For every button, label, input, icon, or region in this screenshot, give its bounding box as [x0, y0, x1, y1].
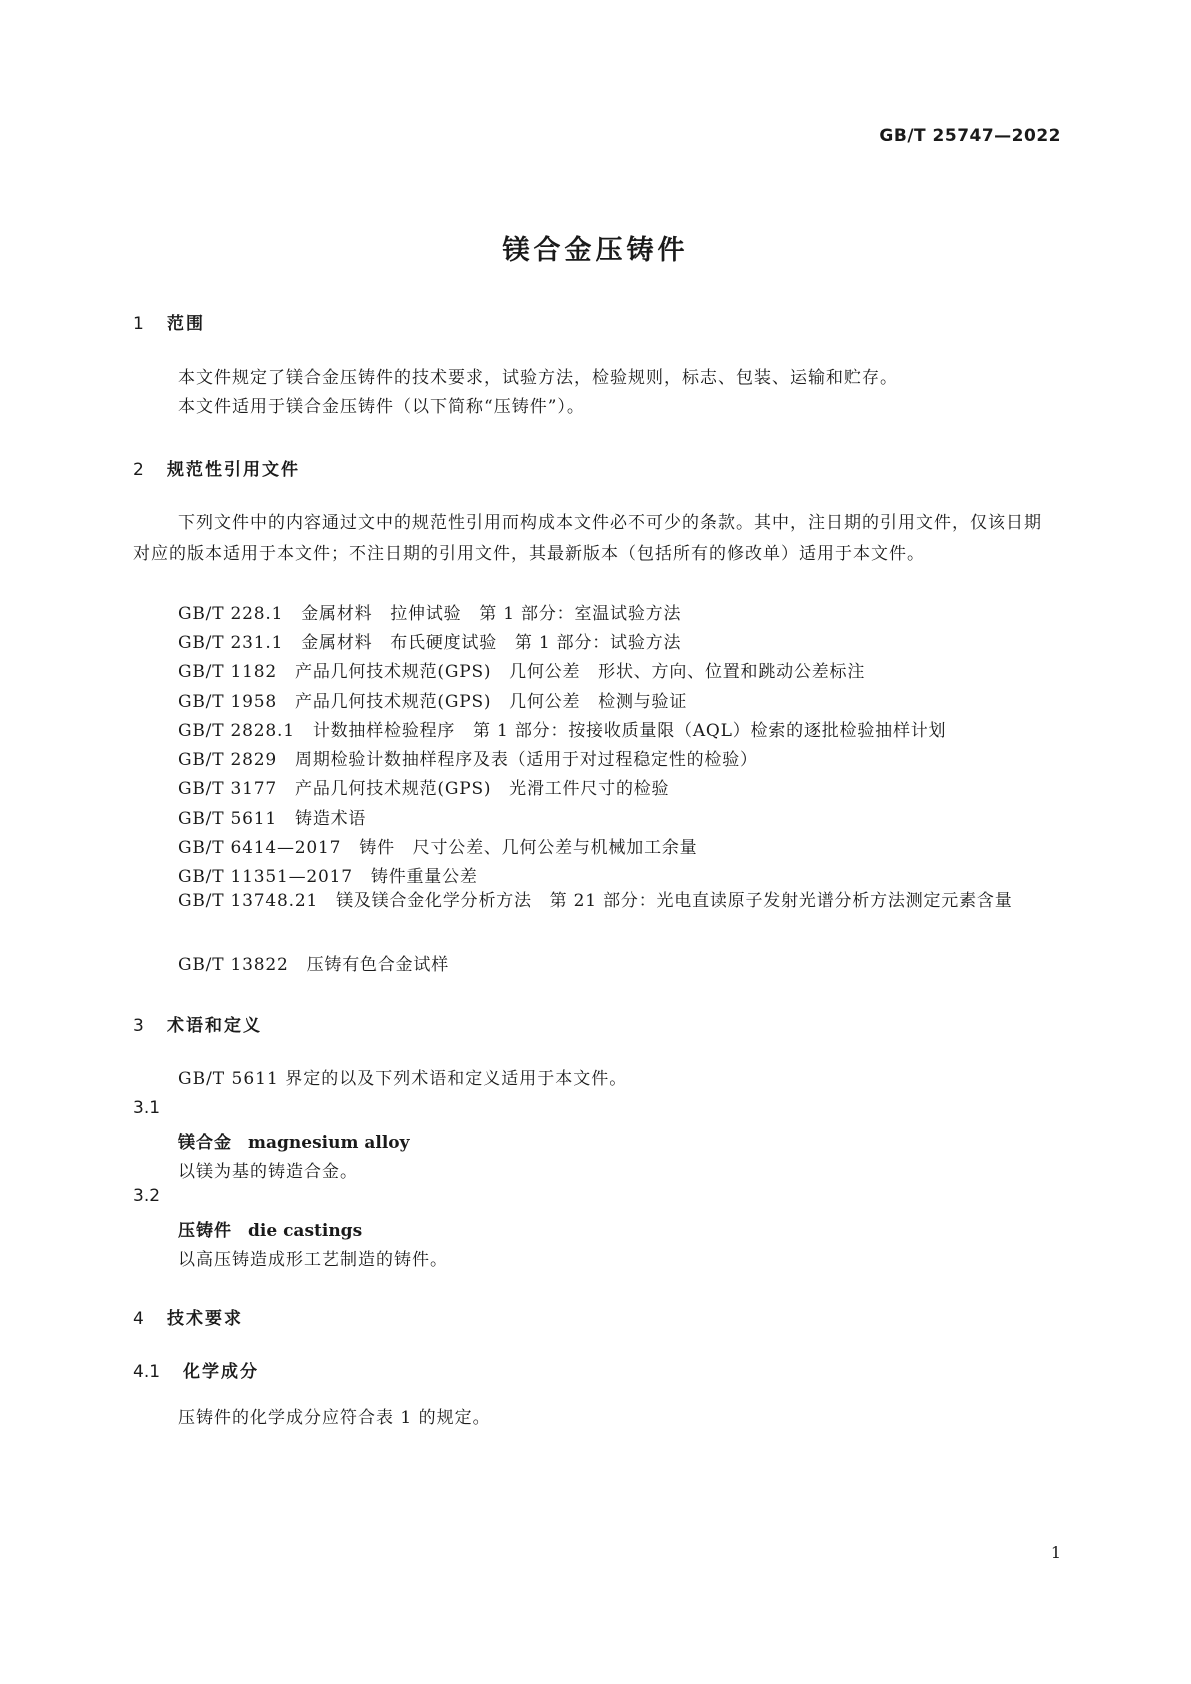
reference-code: GB/T 11351—2017	[178, 867, 353, 887]
section-title: 技术要求	[167, 1309, 243, 1329]
section-title: 规范性引用文件	[167, 460, 300, 480]
reference-code: GB/T 228.1	[178, 604, 284, 624]
term-number: 3.2	[133, 1186, 161, 1206]
term-en: die castings	[248, 1221, 363, 1241]
section-1-heading	[133, 309, 205, 334]
terms-intro: GB/T 5611 界定的以及下列术语和定义适用于本文件。	[178, 1069, 628, 1089]
standard-number: GB/T 25747—2022	[879, 126, 1061, 146]
term-zh: 压铸件	[178, 1221, 232, 1241]
reference-item	[178, 774, 669, 799]
reference-item	[178, 804, 366, 829]
reference-title: 金属材料 布氏硬度试验 第 1 部分：试验方法	[301, 633, 682, 653]
reference-title: 产品几何技术规范(GPS) 几何公差 检测与验证	[295, 692, 688, 712]
reference-code: GB/T 2828.1	[178, 721, 295, 741]
reference-title: 计数抽样检验程序 第 1 部分：按接收质量限（AQL）检索的逐批检验抽样计划	[312, 721, 947, 741]
reference-item	[133, 886, 1058, 917]
reference-title: 周期检验计数抽样程序及表（适用于对过程稳定性的检验）	[295, 750, 758, 770]
term-en: magnesium alloy	[248, 1133, 410, 1153]
section-title: 范围	[167, 314, 205, 334]
scope-paragraph-1: 本文件规定了镁合金压铸件的技术要求，试验方法，检验规则，标志、包装、运输和贮存。	[178, 368, 898, 388]
reference-code: GB/T 1958	[178, 692, 278, 712]
section-number: 4	[133, 1309, 144, 1329]
section-2-heading	[133, 455, 300, 480]
term-definition: 以高压铸造成形工艺制造的铸件。	[178, 1250, 448, 1270]
reference-item	[178, 628, 681, 653]
subsection-title: 化学成分	[183, 1362, 259, 1382]
reference-item	[178, 833, 697, 858]
term-definition: 以镁为基的铸造合金。	[178, 1162, 358, 1182]
subsection-number: 4.1	[133, 1362, 161, 1382]
term-heading	[178, 1216, 362, 1241]
reference-item	[178, 862, 478, 887]
chemical-composition-text: 压铸件的化学成分应符合表 1 的规定。	[178, 1408, 491, 1428]
reference-title: 产品几何技术规范(GPS) 几何公差 形状、方向、位置和跳动公差标注	[295, 662, 866, 682]
term-zh: 镁合金	[178, 1133, 232, 1153]
reference-code: GB/T 5611	[178, 809, 278, 829]
reference-code: GB/T 13748.21	[178, 891, 319, 911]
reference-item	[178, 716, 946, 741]
term-number: 3.1	[133, 1098, 161, 1118]
normative-references-intro: 下列文件中的内容通过文中的规范性引用而构成本文件必不可少的条款。其中，注日期的引用文件，仅该日期对应的版本适用于本文件；不注日期的引用文件，其最新版本（包括所有的修改单）适用于本文件。	[133, 513, 1042, 564]
reference-title: 压铸有色合金试样	[306, 955, 450, 975]
reference-code: GB/T 1182	[178, 662, 278, 682]
reference-code: GB/T 6414—2017	[178, 838, 342, 858]
section-4-heading	[133, 1304, 243, 1329]
term-heading	[178, 1128, 410, 1153]
reference-title: 镁及镁合金化学分析方法 第 21 部分：光电直读原子发射光谱分析方法测定元素含量	[336, 891, 1013, 911]
section-3-heading	[133, 1011, 262, 1036]
subsection-4-1-heading	[133, 1357, 259, 1382]
reference-title: 铸造术语	[295, 809, 367, 829]
page-number: 1	[1050, 1543, 1061, 1562]
reference-code: GB/T 13822	[178, 955, 289, 975]
section-number: 2	[133, 460, 144, 480]
reference-item	[178, 657, 865, 682]
reference-code: GB/T 3177	[178, 779, 278, 799]
scope-paragraph-2: 本文件适用于镁合金压铸件（以下简称“压铸件”）。	[178, 397, 585, 417]
reference-item	[178, 599, 681, 624]
document-title: 镁合金压铸件	[502, 235, 689, 266]
reference-title: 铸件重量公差	[370, 867, 478, 887]
reference-item	[178, 687, 687, 712]
section-title: 术语和定义	[167, 1016, 262, 1036]
reference-item	[178, 950, 449, 975]
reference-title: 金属材料 拉伸试验 第 1 部分：室温试验方法	[301, 604, 682, 624]
reference-code: GB/T 231.1	[178, 633, 284, 653]
section-number: 3	[133, 1016, 144, 1036]
reference-item	[178, 745, 758, 770]
reference-title: 铸件 尺寸公差、几何公差与机械加工余量	[359, 838, 698, 858]
reference-title: 产品几何技术规范(GPS) 光滑工件尺寸的检验	[295, 779, 670, 799]
reference-code: GB/T 2829	[178, 750, 278, 770]
section-number: 1	[133, 314, 144, 334]
